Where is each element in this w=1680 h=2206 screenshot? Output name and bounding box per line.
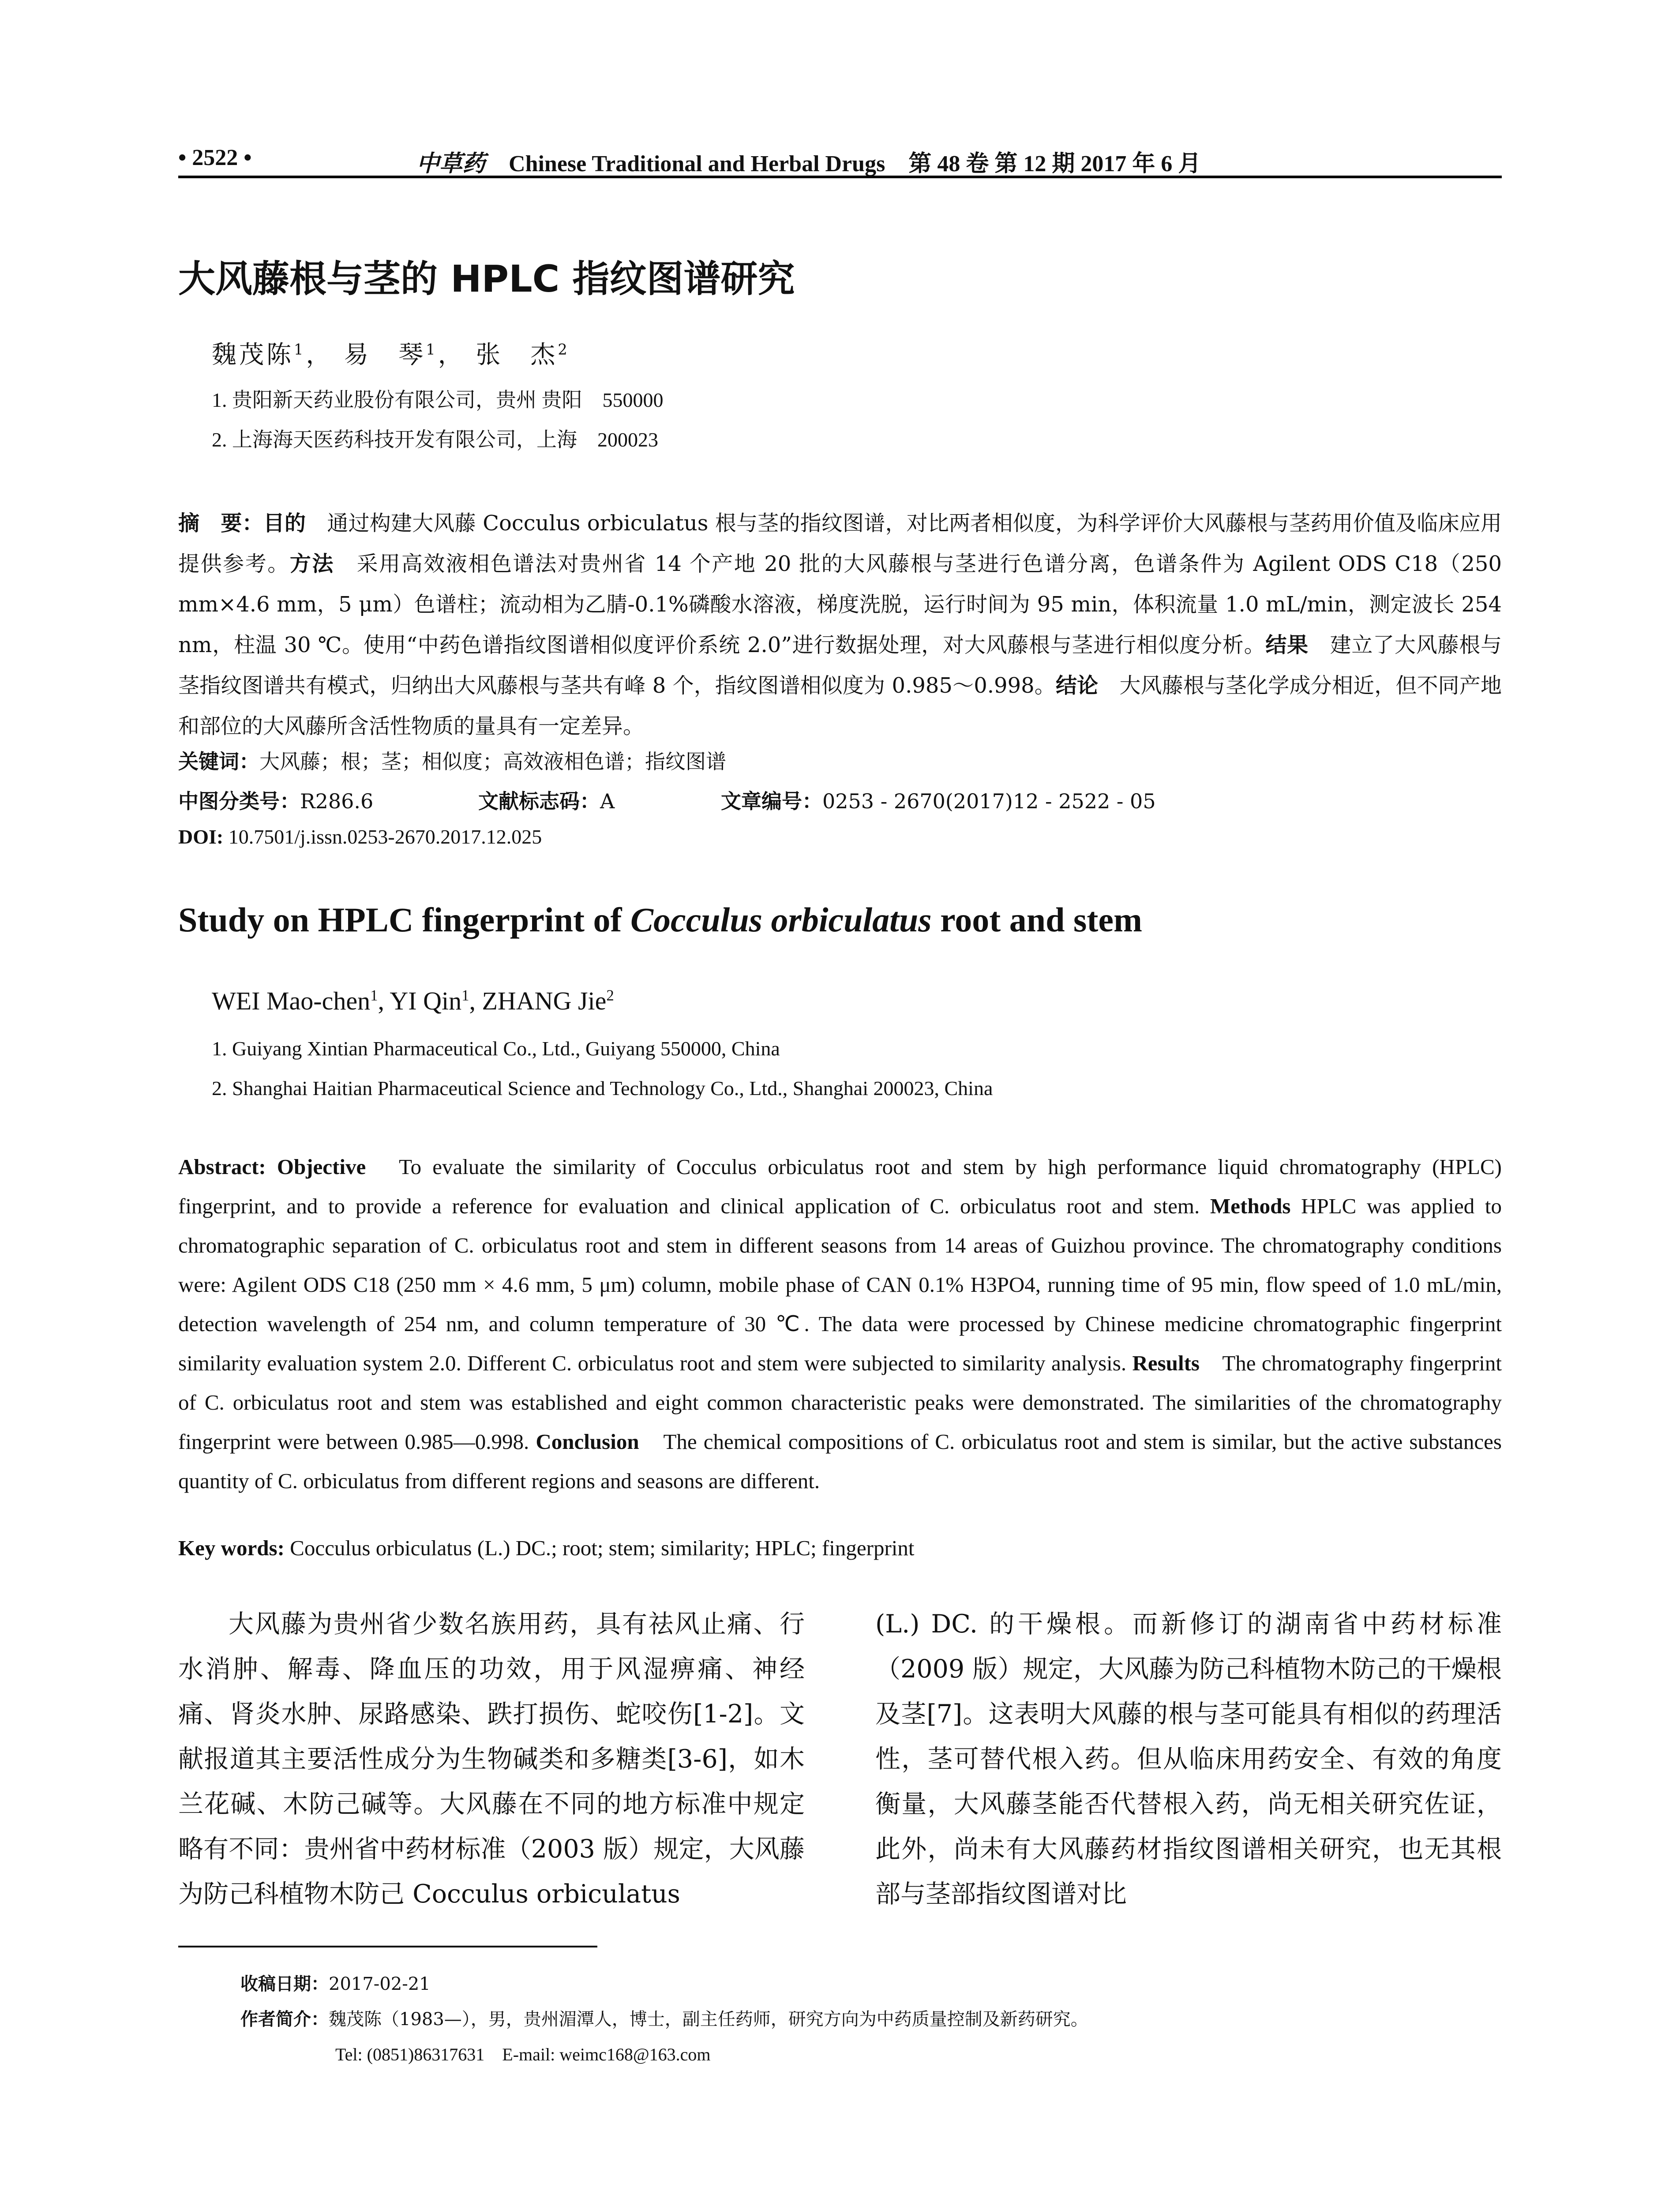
- affiliation-cn-2: 2. 上海海天医药科技开发有限公司，上海 200023: [212, 428, 658, 451]
- article-no-label: 文章编号：: [721, 789, 822, 813]
- keywords-en: [178, 1535, 915, 1561]
- author-bio: 魏茂陈（1983—），男，贵州湄潭人，博士，副主任药师，研究方向为中药质量控制及新药研究。: [329, 2009, 1088, 2030]
- conclusion-en-label: Conclusion: [536, 1429, 639, 1454]
- received-label: 收稿日期：: [240, 1974, 329, 1994]
- keywords-label: 关键词：: [178, 750, 259, 773]
- methods-en-text: HPLC was applied to chromatographic separation of C. orbiculatus root and stem in different seasons from 14 areas of Guizhou province. The chromatography conditions were: Agilent ODS C18 (250 mm × 4.6 mm, 5 μm) column, mobile phase of CAN 0.1% H3PO4, running time of 95 min, flow speed of 1.0 mL/min, detection wavelength of 254 nm, and column temperature of 30 ℃. The data were processed by Chinese medicine chromatographic fingerprint similarity evaluation system 2.0. Different C. orbiculatus root and stem were subjected to similarity analysis.: [178, 1194, 1502, 1375]
- received-date: 2017-02-21: [329, 1974, 431, 1994]
- keywords-cn: [178, 746, 726, 775]
- author-name: ZHANG Jie: [482, 987, 607, 1015]
- methods-en-label: Methods: [1210, 1194, 1291, 1218]
- article-no-value: 0253 - 2670(2017)12 - 2522 - 05: [822, 789, 1156, 813]
- journal-name: Chinese Traditional and Herbal Drugs: [509, 151, 885, 176]
- methods-text: 采用高效液相色谱法对贵州省 14 个产地 20 批的大风藤根与茎进行色谱分离，色谱条件为 Agilent ODS C18（250 mm×4.6 mm，5 μm）色谱柱；流动相为乙腈-0.1%磷酸水溶液，梯度洗脱，运行时间为 95 min，体积流量 1.0 mL/min，测定波长 254 nm，柱温 30 ℃。使用“中药色谱指纹图谱相似度评价系统 2.0”进行数据处理，对大风藤根与茎进行相似度分析。: [178, 552, 1502, 657]
- title-en: [178, 900, 1142, 940]
- doc-code-value: A: [600, 789, 615, 813]
- author-aff: 1: [294, 341, 306, 358]
- title-en-post: root and stem: [931, 900, 1142, 939]
- title-en-species: Cocculus orbiculatus: [630, 900, 932, 939]
- author-name: YI Qin: [390, 987, 462, 1015]
- methods-label: 方法: [289, 552, 334, 576]
- keywords-en-text: Cocculus orbiculatus (L.) DC.; root; stem; similarity; HPLC; fingerprint: [290, 1536, 915, 1560]
- clc-value: R286.6: [300, 789, 374, 813]
- author-aff: 1: [370, 987, 378, 1004]
- author-name: 张 杰: [476, 341, 558, 369]
- author-bio-label: 作者简介：: [240, 2009, 329, 2030]
- keywords-en-label: Key words:: [178, 1536, 285, 1560]
- keywords-text: 大风藤；根；茎；相似度；高效液相色谱；指纹图谱: [259, 750, 726, 773]
- objective-en-text: To evaluate the similarity of Cocculus orbiculatus root and stem by high performance liquid chromatography (HPLC) fingerprint, and to provide a reference for evaluation and clinical application of C. orbiculatus root and stem.: [178, 1155, 1502, 1218]
- objective-text: 通过构建大风藤 Cocculus orbiculatus 根与茎的指纹图谱，对比两者相似度，为科学评价大风藤根与茎药用价值及临床应用提供参考。: [178, 511, 1502, 576]
- conclusion-en-text: The chemical compositions of C. orbiculatus root and stem is similar, but the active substances quantity of C. orbiculatus from different regions and seasons are different.: [178, 1429, 1502, 1493]
- conclusion-text: 大风藤根与茎化学成分相近，但不同产地和部位的大风藤所含活性物质的量具有一定差异。: [178, 673, 1502, 739]
- abstract-en: [178, 1147, 1502, 1501]
- author-aff: 2: [558, 341, 570, 358]
- body-column-right: (L.) DC. 的干燥根。而新修订的湖南省中药材标准（2009 版）规定，大风藤为防己科植物木防己的干燥根及茎[7]。这表明大风藤的根与茎可能具有相似的药理活性，茎可替代根入药。但从临床用药安全、有效的角度衡量，大风藤茎能否代替根入药，尚无相关研究佐证，此外，尚未有大风藤药材指纹图谱相关研究，也无其根部与茎部指纹图谱对比: [875, 1609, 1502, 1909]
- journal-issue: 第 48 卷 第 12 期 2017 年 6 月: [908, 151, 1201, 176]
- header-rule: [178, 176, 1502, 178]
- results-label: 结果: [1265, 633, 1309, 657]
- running-header: [178, 140, 1502, 180]
- page-number: • 2522 •: [178, 145, 252, 170]
- footnote-author: [240, 2005, 1088, 2030]
- author-name: WEI Mao-chen: [212, 987, 371, 1015]
- clc-label: 中图分类号：: [178, 789, 300, 813]
- affiliation-cn-1: 1. 贵阳新天药业股份有限公司，贵州 贵阳 550000: [212, 389, 664, 411]
- title-en-pre: Study on HPLC fingerprint of: [178, 900, 630, 939]
- abstract-en-label: Abstract: Objective: [178, 1155, 366, 1179]
- author-aff: 2: [606, 987, 614, 1004]
- footnote-contact: Tel: (0851)86317631 E-mail: weimc168@163.com: [335, 2045, 711, 2064]
- authors-cn: 魏茂陈$^1$， 易 琴$^1$， 张 杰$^2$: [212, 341, 570, 369]
- body-column-left: 大风藤为贵州省少数名族用药，具有祛风止痛、行水消肿、解毒、降血压的功效，用于风湿痹痛、神经痛、肾炎水肿、尿路感染、跌打损伤、蛇咬伤[1-2]。文献报道其主要活性成分为生物碱类和多糖类[3-6]，如木兰花碱、木防己碱等。大风藤在不同的地方标准中规定略有不同：贵州省中药材标准（2003 版）规定，大风藤为防己科植物木防己 Cocculus orbiculatus: [178, 1609, 805, 1909]
- results-en-text: The chromatography fingerprint of C. orbiculatus root and stem was established and eight common characteristic peaks were demonstrated. The similarities of the chromatography fingerprint were between 0.985—0.998.: [178, 1351, 1502, 1454]
- affiliation-en-2: 2. Shanghai Haitian Pharmaceutical Science and Technology Co., Ltd., Shanghai 200023, China: [212, 1077, 993, 1099]
- classification-row: [178, 785, 1502, 812]
- authors-en: WEI Mao-chen$^1$, YI Qin$^1$, ZHANG Jie$^2$: [212, 987, 614, 1015]
- affiliation-en-1: 1. Guiyang Xintian Pharmaceutical Co., Ltd., Guiyang 550000, China: [212, 1037, 780, 1060]
- abstract-cn: [178, 503, 1502, 747]
- objective-label: 目的: [263, 511, 306, 536]
- author-name: 易 琴: [344, 341, 426, 369]
- doi-value: 10.7501/j.issn.0253-2670.2017.12.025: [228, 825, 542, 848]
- doi-label: DOI:: [178, 825, 224, 848]
- author-name: 魏茂陈: [212, 341, 294, 369]
- results-en-label: Results: [1132, 1351, 1200, 1375]
- journal-title: [416, 145, 1201, 178]
- author-aff: 1: [461, 987, 469, 1004]
- title-cn: 大风藤根与茎的 HPLC 指纹图谱研究: [178, 257, 795, 300]
- footnote-rule: [178, 1946, 597, 1947]
- author-aff: 1: [426, 341, 438, 358]
- results-text: 建立了大风藤根与茎指纹图谱共有模式，归纳出大风藤根与茎共有峰 8 个，指纹图谱相似度为 0.985～0.998。: [178, 633, 1502, 698]
- journal-logo: 中草药: [416, 151, 486, 176]
- doi: [178, 825, 542, 848]
- abstract-label: 摘 要：: [178, 511, 263, 536]
- footnote-received: [240, 1970, 431, 1995]
- doc-code-label: 文献标志码：: [478, 789, 600, 813]
- conclusion-label: 结论: [1055, 673, 1099, 698]
